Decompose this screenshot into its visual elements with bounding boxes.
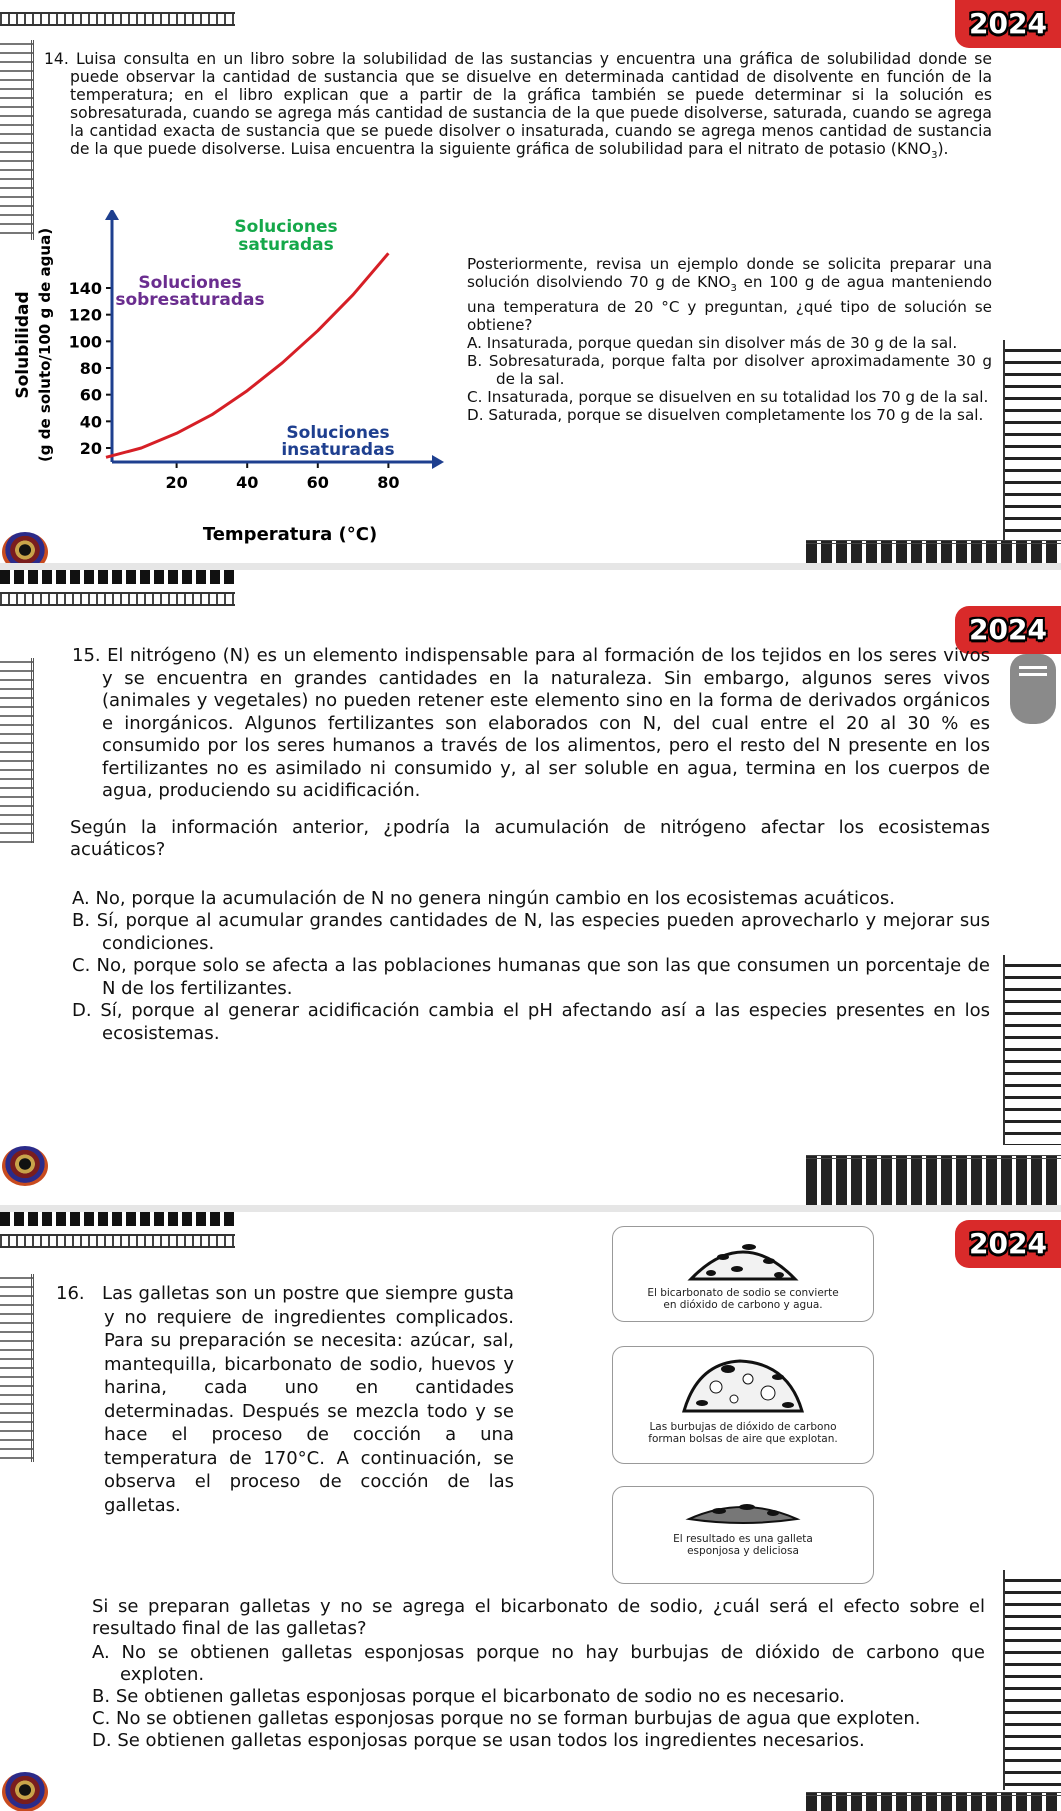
x-tick-label-20: 20: [165, 473, 188, 492]
decorative-right-border: [1003, 1570, 1061, 1790]
y-tick-label-40: 40: [79, 412, 102, 432]
answer-options: [92, 1642, 985, 1752]
solubility-chart: [0, 210, 460, 550]
question-16-panel: [0, 1212, 1061, 1811]
decorative-side-border: [0, 1274, 34, 1462]
option-a[interactable]: A. Insaturada, porque quedan sin disolver más de 30 g de la sal.: [467, 334, 958, 353]
cookie-dough-icon: [683, 1233, 803, 1283]
option-a[interactable]: A. No se obtienen galletas esponjosas porque no hay burbujas de dióxido de carbono que exploten.: [92, 1642, 985, 1685]
y-axis-label-units: (g de soluto/100 g de agua): [36, 227, 54, 463]
decorative-right-border: [1003, 340, 1061, 540]
question-15-statement: 15. El nitrógeno (N) es un elemento indispensable para al formación de los tejidos en los seres vivos y se encuentra en grandes cantidades en la naturaleza. Sin embargo, algunos seres vivos (animales y vegetales) no pueden retener este elemento sino en la forma de derivados orgánicos e inorgánicos. Algunos fertilizantes son elaborados con N, del cual entre el 20 al 30 % es consumido por los seres humanos a través de los alimentos, pero el resto del N presente en los fertilizantes no es asimilado ni consumido y, al ser soluble en agua, termina en los cuerpos de agua, produciendo su acidificación. Según la información anterior, ¿podría la acumulación de nitrógeno afectar los ecosistemas acuáticos? A. No, porque la acumulación de N no genera ningún cambio en los ecosistemas acuáticos. B. Sí, porque al acumular grandes cantidades de N, las especies pueden aprovecharlo y mejorar sus condiciones. C. No, porque solo se afecta a las poblaciones humanas que son las que consumen un porcentaje de N de los fertilizantes. D. Sí, porque al generar acidificación cambia el pH afectando así a las especies presentes en los ecosistemas.: [70, 645, 990, 1044]
decorative-side-border: [0, 658, 34, 843]
question-14-panel: [0, 0, 1061, 563]
question-14-prompt: Posteriormente, revisa un ejemplo donde se solicita preparar una solución disolviendo 70 g de $KNO_3$ en 100 g de agua manteniendo una temperatura de 20 °C y preguntan, ¿qué tipo de solución se obtiene? A. Insaturada, porque quedan sin disolver más de 30 g de la sal. B. Sobresaturada, porque falta por disolver aproximadamente 30 g de la sal. C. Insaturada, porque se disuelven en su totalidad los 70 g de la sal. D. Saturada, porque se disuelven completamente los 70 g de la sal.: [467, 255, 993, 425]
year-badge: 2024: [955, 606, 1061, 654]
year-badge: 2024: [955, 0, 1061, 48]
label-sobresaturadas: Soluciones: [138, 273, 242, 293]
question-number: 15.: [72, 645, 101, 666]
label-insaturadas: Soluciones: [286, 423, 390, 443]
answer-options: [467, 334, 992, 424]
decorative-border-top-dark: [0, 570, 235, 584]
x-axis-ticks: [165, 462, 399, 492]
question-15-prompt: Según la información anterior, ¿podría la acumulación de nitrógeno afectar los ecosistemas acuáticos?: [70, 816, 990, 860]
label-sobresaturadas-2: sobresaturadas: [115, 290, 265, 310]
label-saturadas-2: saturadas: [238, 235, 334, 255]
year-badge: 2024: [955, 1220, 1061, 1268]
decorative-bottom-border: [806, 1792, 1061, 1811]
decorative-bottom-border: [806, 1155, 1061, 1205]
option-c[interactable]: C. No se obtienen galletas esponjosas porque no se forman burbujas de agua que exploten.: [92, 1708, 921, 1729]
option-b[interactable]: B. Sí, porque al acumular grandes cantidades de N, las especies pueden aprovecharlo y mejorar sus condiciones.: [72, 910, 990, 954]
question-14-statement: 14. Luisa consulta en un libro sobre la solubilidad de las sustancias y encuentra una gráfica de solubilidad donde se puede observar la cantidad de sustancia que se disuelve en determinada cantidad de disolvente en función de la temperatura; en el libro explican que a partir de la gráfica también se puede determinar si la solución es sobresaturada, cuando se agrega más cantidad de sustancia de la que puede disolverse, saturada, cuando se agrega la cantidad exacta de sustancia que se puede disolver o insaturada, cuando se agrega menos cantidad de sustancia de la que puede disolverse. Luisa encuentra la siguiente gráfica de solubilidad para el nitrato de potasio $(KNO_3)$.: [44, 50, 992, 162]
y-tick-label-80: 80: [79, 359, 102, 378]
y-tick-label-120: 120: [68, 305, 102, 325]
question-16-prompt: Si se preparan galletas y no se agrega el bicarbonato de sodio, ¿cuál será el efecto sobre el resultado final de las galletas?: [92, 1596, 985, 1639]
y-tick-label-20: 20: [79, 439, 102, 458]
decorative-border-top: [0, 1234, 235, 1248]
answer-options: [72, 888, 990, 1046]
option-d[interactable]: D. Saturada, porque se disuelven completamente los 70 g de la sal.: [467, 406, 984, 425]
question-16-statement: 16. Las galletas son un postre que siempre gusta y no requiere de ingredientes complicados. Para su preparación se necesita: azúcar, sal, mantequilla, bicarbonato de sodio, huevos y harina, cada uno en cantidades determinadas. Después se mezcla todo y se hace el proceso de cocción a una temperatura de 170°C. A continuación, se observa el proceso de cocción de las galletas.: [56, 1283, 514, 1516]
option-b[interactable]: B. Sobresaturada, porque falta por disolver aproximadamente 30 g de la sal.: [467, 352, 993, 389]
decorative-border-top-dark: [0, 1212, 235, 1226]
question-number: 14.: [44, 50, 69, 68]
x-axis-arrow: [432, 455, 444, 469]
sombrero-vueltiao-icon: [2, 1772, 48, 1811]
y-tick-label-60: 60: [79, 385, 102, 405]
x-tick-label-60: 60: [306, 473, 329, 492]
question-number: 16.: [56, 1283, 85, 1304]
y-axis-arrow: [105, 210, 119, 220]
label-insaturadas-2: insaturadas: [281, 440, 395, 460]
sombrero-vueltiao-icon: [2, 1146, 48, 1186]
scroll-handle[interactable]: [1010, 654, 1056, 724]
decorative-bottom-border: [806, 540, 1061, 563]
y-tick-label-140: 140: [68, 279, 102, 298]
y-axis-label: Solubilidad: [13, 291, 33, 399]
option-b[interactable]: B. Se obtienen galletas esponjosas porque el bicarbonato de sodio no es necesario.: [92, 1686, 845, 1707]
cookie-step-2: Las burbujas de dióxido de carbono forman bolsas de aire que explotan.: [612, 1346, 874, 1464]
cookie-step-3: El resultado es una galleta esponjosa y deliciosa: [612, 1486, 874, 1584]
cookie-step-1: El bicarbonato de sodio se convierte en dióxido de carbono y agua.: [612, 1226, 874, 1322]
option-d[interactable]: D. Se obtienen galletas esponjosas porque se usan todos los ingredientes necesarios.: [92, 1730, 865, 1751]
option-c[interactable]: C. No, porque solo se afecta a las poblaciones humanas que son las que consumen un porcentaje de N de los fertilizantes.: [72, 955, 990, 999]
x-axis-label: Temperatura (°C): [202, 524, 378, 545]
option-c[interactable]: C. Insaturada, porque se disuelven en su totalidad los 70 g de la sal.: [467, 388, 989, 407]
y-tick-label-100: 100: [68, 332, 102, 352]
option-d[interactable]: D. Sí, porque al generar acidificación cambia el pH afectando así a las especies presentes en los ecosistemas.: [72, 1000, 990, 1044]
cookie-bubbles-icon: [678, 1353, 808, 1417]
question-16-prompt-area: [92, 1596, 985, 1752]
option-a[interactable]: A. No, porque la acumulación de N no genera ningún cambio en los ecosistemas acuáticos.: [72, 887, 896, 909]
cookie-baked-icon: [683, 1493, 803, 1527]
x-tick-label-40: 40: [236, 473, 259, 492]
decorative-border-top: [0, 592, 235, 606]
y-axis-ticks: [69, 279, 112, 458]
decorative-right-border: [1003, 955, 1061, 1145]
decorative-border-top: [0, 12, 235, 26]
label-saturadas: Soluciones: [234, 217, 338, 237]
question-15-panel: [0, 570, 1061, 1205]
x-tick-label-80: 80: [377, 473, 400, 492]
